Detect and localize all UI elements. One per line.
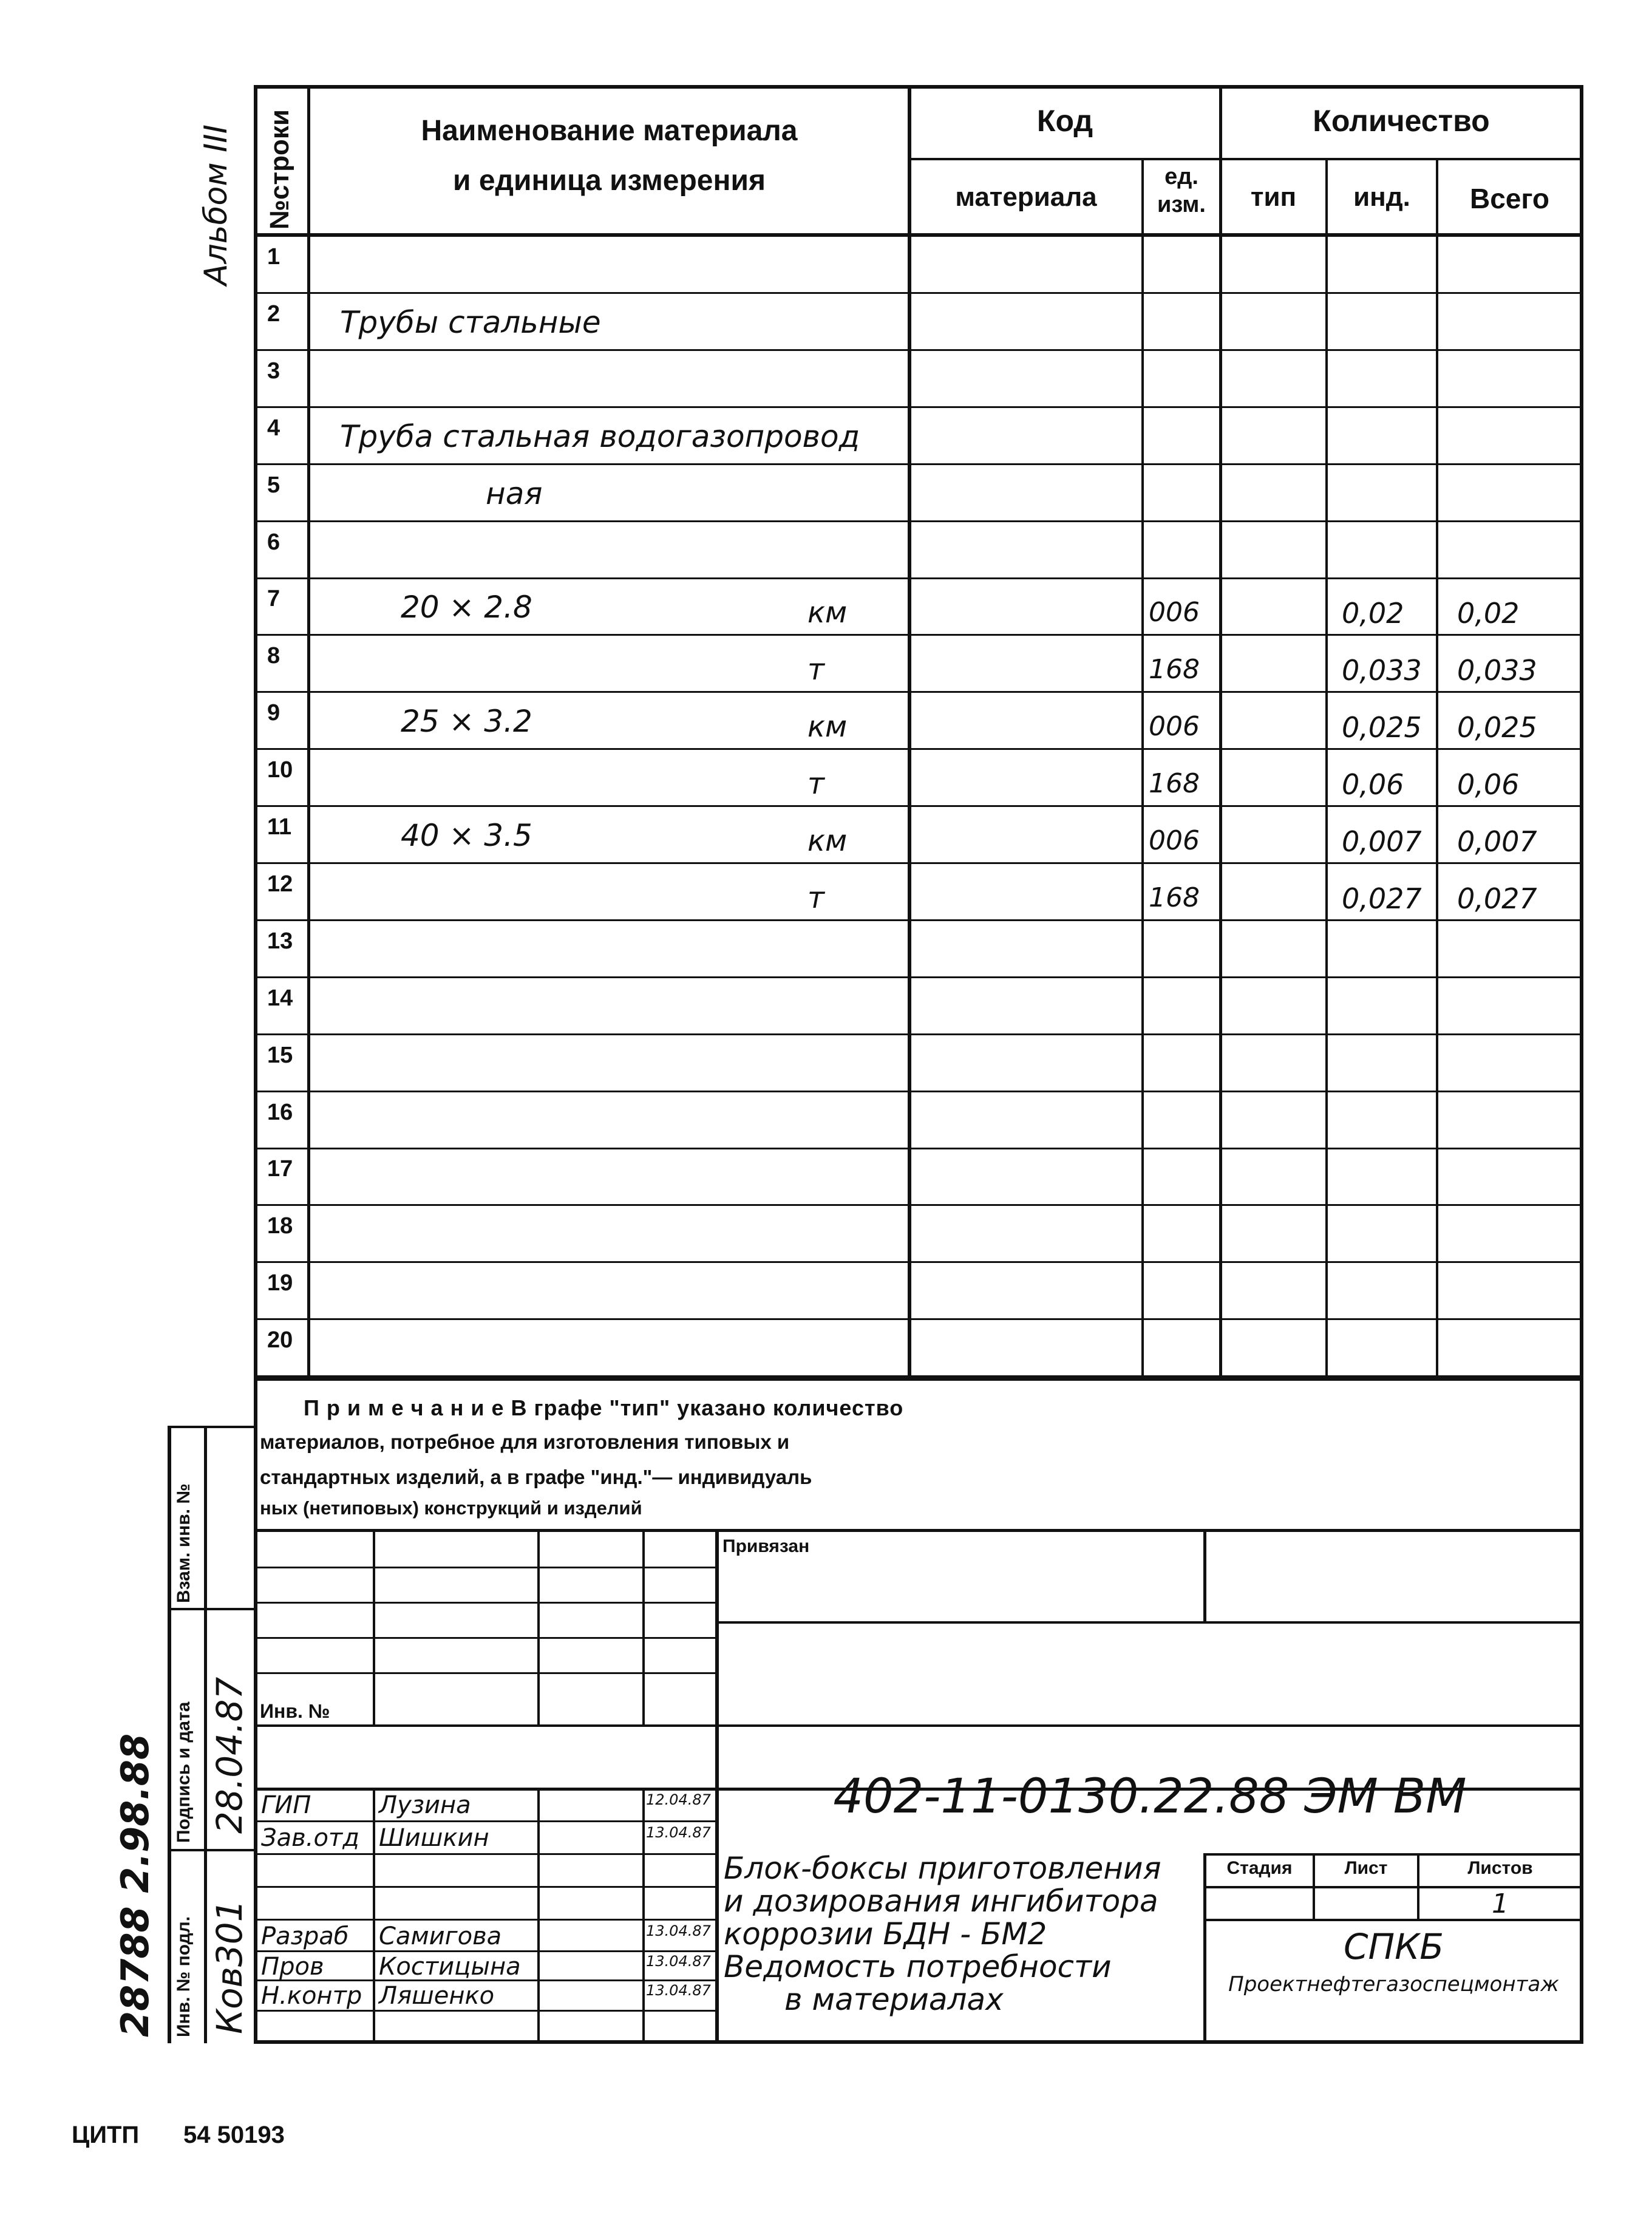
table-row [0,693,1652,750]
title-line-5: в материалах [784,1982,1004,2017]
row-unit: т [807,767,824,801]
table-row [0,864,1652,921]
row-total: 0,033 [1457,654,1537,687]
row-name: 25 × 3.2 [401,704,532,739]
row-unit-code: 006 [1149,711,1200,742]
document-title [724,1852,1161,2016]
table-row [0,1206,1652,1263]
signer-date: 13.04.87 [646,1982,711,1999]
table-row [0,1263,1652,1320]
name-header-line2: и единица измерения [452,165,766,197]
row-number: 5 [267,472,280,498]
row-number: 3 [267,358,280,384]
qty-ind-header: инд. [1353,182,1410,212]
title-line-2: и дозирования ингибитора [724,1884,1158,1919]
footer-right: 54 50193 [183,2122,285,2148]
signer-name: Костицына [379,1953,521,1981]
row-unit-code: 168 [1149,654,1200,685]
row-name: ная [486,476,543,511]
qty-total-header: Всего [1469,183,1550,214]
title-line-1: Блок-боксы приготовления [724,1851,1161,1886]
name-header-line1: Наименование материала [421,115,798,147]
row-unit: км [807,824,848,858]
row-ind: 0,007 [1342,825,1422,858]
side-inv-value: Ков301 [209,1899,250,2034]
note-line-2: материалов, потребное для изготовления типовых и [260,1431,790,1453]
signer-date: 12.04.87 [646,1791,711,1808]
signer-role: Н.контр [261,1982,362,2010]
qty-type-header: тип [1250,182,1297,212]
row-name: Трубы стальные [340,305,601,340]
row-unit-code: 168 [1149,882,1200,913]
table-row [0,807,1652,864]
code-unit-header: ед. изм. [1157,164,1206,217]
table-row [0,1149,1652,1206]
document-designation: 402-11-0130.22.88 ЭМ ВМ [833,1769,1467,1824]
sheets-label: Листов [1467,1858,1533,1878]
title-line-4: Ведомость потребности [724,1949,1112,1984]
inv-no-label: Инв. № [260,1700,330,1722]
quantity-header: Количество [1313,104,1490,138]
row-number: 10 [267,757,293,783]
side-outer-signature: 28788 2.98.88 [113,1733,157,2037]
signer-date: 13.04.87 [646,1922,711,1939]
table-row [0,522,1652,579]
album-label: Альбом III [198,124,234,285]
table-row [0,636,1652,693]
note-line-3: стандартных изделий, а в графе "инд."— индивидуаль [260,1466,812,1488]
row-number: 12 [267,871,293,897]
table-row [0,408,1652,465]
code-header: Код [1036,104,1093,138]
side-podpis-value: 28.04.87 [209,1676,250,1834]
row-ind: 0,033 [1342,654,1422,687]
row-unit-code: 006 [1149,597,1200,628]
table-row [0,1320,1652,1377]
signer-name: Шишкин [379,1824,489,1852]
stage-label: Стадия [1226,1858,1293,1878]
row-unit: т [807,653,824,687]
title-line-3: коррозии БДН - БМ2 [724,1916,1047,1952]
row-ind: 0,025 [1342,711,1422,744]
org-short: СПКБ [1343,1926,1444,1967]
signer-name: Лузина [379,1791,471,1819]
row-number: 20 [267,1327,293,1353]
row-number: 2 [267,301,280,327]
row-number: 17 [267,1156,293,1182]
signer-role: Разраб [261,1922,349,1950]
row-name: 40 × 3.5 [401,818,532,853]
table-row [0,921,1652,978]
table-row [0,750,1652,807]
row-number: 6 [267,529,280,555]
side-podpis-label: Подпись и дата [174,1701,194,1843]
row-total: 0,06 [1457,768,1520,801]
row-number: 14 [267,985,293,1011]
signer-date: 13.04.87 [646,1953,711,1970]
signer-name: Ляшенко [379,1982,495,2010]
table-top-border [254,85,1583,89]
row-number: 13 [267,928,293,954]
row-number: 1 [267,244,280,270]
signer-date: 13.04.87 [646,1824,711,1841]
row-total: 0,025 [1457,711,1537,744]
row-name: Труба стальная водогазопровод [340,419,860,454]
table-row [0,465,1652,522]
privyazan-label: Привязан [722,1536,810,1556]
row-number: 4 [267,415,280,441]
table-row [0,294,1652,351]
table-row [0,351,1652,408]
row-unit: т [807,881,824,915]
table-row [0,978,1652,1035]
row-number: 7 [267,586,280,611]
row-number: 18 [267,1213,293,1239]
row-unit: км [807,596,848,630]
row-number: 15 [267,1043,293,1068]
footer-left: ЦИТП [72,2122,140,2148]
table-row [0,579,1652,636]
sheets-value: 1 [1492,1888,1509,1919]
row-ind: 0,02 [1342,597,1404,630]
signer-name: Самигова [379,1922,502,1950]
row-total: 0,02 [1457,597,1520,630]
row-number: 11 [267,814,292,840]
row-ind: 0,06 [1342,768,1404,801]
row-name: 20 × 2.8 [401,590,532,625]
note-line-1: П р и м е ч а н и е В графе "тип" указано количество [304,1395,904,1420]
row-number: 8 [267,643,280,669]
row-number-header: №строки [265,109,294,230]
row-number: 19 [267,1270,293,1296]
row-total: 0,007 [1457,825,1537,858]
row-unit: км [807,710,848,744]
row-ind: 0,027 [1342,882,1422,915]
note-line-4: ных (нетиповых) конструкций и изделий [260,1497,642,1519]
row-number: 9 [267,700,280,726]
table-row [0,237,1652,294]
sheet-label: Лист [1344,1858,1388,1878]
table-row [0,1092,1652,1149]
code-material-header: материала [955,182,1097,212]
row-unit-code: 006 [1149,825,1200,856]
side-vzam-label: Взам. инв. № [174,1483,194,1603]
signer-role: Пров [261,1953,324,1981]
table-row [0,1035,1652,1092]
side-inv-podl-label: Инв. № подл. [174,1916,194,2037]
org-long: Проектнефтегазоспецмонтаж [1228,1972,1559,1996]
row-number: 16 [267,1100,293,1125]
signer-role: Зав.отд [261,1824,359,1852]
row-total: 0,027 [1457,882,1537,915]
signer-role: ГИП [261,1791,311,1819]
row-unit-code: 168 [1149,768,1200,799]
